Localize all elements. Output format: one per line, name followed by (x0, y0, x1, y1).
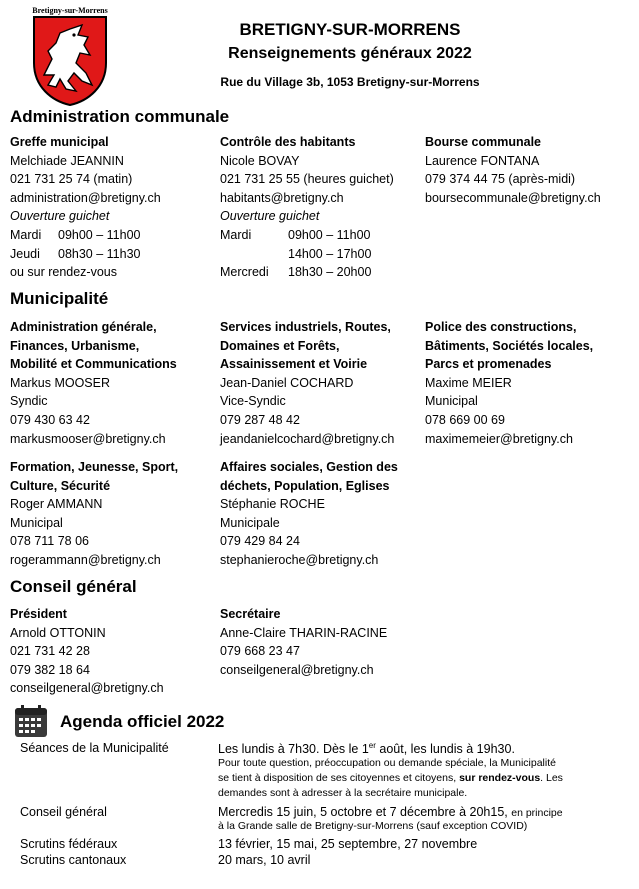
agenda-label: Séances de la Municipalité (20, 741, 169, 755)
person-phone: 079 429 84 24 (220, 534, 300, 549)
secretary-title: Secrétaire (220, 607, 281, 621)
bourse-name: Laurence FONTANA (425, 153, 540, 168)
person-name: Maxime MEIER (425, 375, 512, 390)
agenda-label: Scrutins fédéraux (20, 837, 118, 852)
person-name: Markus MOOSER (10, 375, 111, 390)
agenda-text: en principe (511, 807, 563, 820)
secretary-block (220, 605, 387, 679)
hours-value: 08h30 – 11h30 (58, 246, 141, 261)
person-email[interactable]: conseilgeneral@bretigny.ch (220, 662, 374, 677)
note-text: . Les (540, 772, 563, 785)
person-name: Stéphanie ROCHE (220, 497, 325, 512)
coat-of-arms-icon (30, 15, 110, 107)
portfolio-line: Bâtiments, Sociétés locales, (425, 338, 594, 353)
person-role: Syndic (10, 394, 48, 409)
bourse-title: Bourse communale (425, 135, 542, 149)
person-email[interactable]: stephanieroche@bretigny.ch (220, 552, 379, 567)
municipal-block (220, 318, 394, 448)
municipal-block (10, 318, 177, 448)
bourse-email[interactable]: boursecommunale@bretigny.ch (425, 190, 601, 205)
day-label: Mercredi (220, 265, 269, 280)
greffe-hours-label: Ouverture guichet (10, 209, 110, 224)
municipal-block (10, 458, 178, 570)
president-title: Président (10, 607, 67, 621)
section-heading-municipalite: Municipalité (10, 289, 109, 308)
controle-hours-row (220, 226, 394, 245)
day-label: Jeudi (10, 246, 40, 261)
portfolio-line: Administration générale, (10, 320, 157, 334)
day-label: Mardi (220, 227, 252, 242)
agenda-label: Conseil général (20, 805, 107, 820)
note-text: se tient à disposition de ses citoyennes et citoyens, (218, 772, 460, 785)
agenda-row (20, 837, 620, 851)
section-heading-conseil: Conseil général (10, 577, 137, 596)
calendar-icon (14, 704, 48, 738)
commune-logo (30, 6, 110, 107)
person-name: Jean-Daniel COCHARD (220, 375, 354, 390)
hours-value: 09h00 – 11h00 (58, 227, 141, 242)
person-name: Roger AMMANN (10, 497, 103, 512)
portfolio-line: Formation, Jeunesse, Sport, (10, 460, 179, 474)
controle-hours-label: Ouverture guichet (220, 209, 320, 224)
hours-value: 18h30 – 20h00 (288, 265, 372, 280)
person-email[interactable]: rogerammann@bretigny.ch (10, 552, 161, 567)
person-role: Municipal (425, 394, 478, 409)
portfolio-line: Services industriels, Routes, (220, 320, 391, 334)
section-heading-agenda: Agenda officiel 2022 (60, 712, 225, 731)
page-subtitle: Renseignements généraux 2022 (228, 45, 472, 62)
controle-title: Contrôle des habitants (220, 135, 356, 149)
person-phone: 079 430 63 42 (10, 412, 90, 427)
agenda-note (218, 771, 620, 786)
person-phone: 079 287 48 42 (220, 412, 300, 427)
agenda-value (218, 805, 620, 834)
hours-value: 09h00 – 11h00 (288, 227, 371, 242)
agenda-value: 13 février, 15 mai, 25 septembre, 27 novembre (218, 837, 478, 852)
hours-value: 14h00 – 17h00 (288, 246, 372, 261)
person-phone: 079 382 18 64 (10, 662, 90, 677)
agenda-value: 20 mars, 10 avril (218, 853, 311, 868)
logo-caption: Bretigny-sur-Morrens (32, 6, 108, 15)
portfolio-line: Culture, Sécurité (10, 478, 111, 493)
address: Rue du Village 3b, 1053 Bretigny-sur-Morrens (220, 75, 480, 89)
portfolio-line: Mobilité et Communications (10, 357, 177, 372)
note-emphasis: sur rendez-vous (459, 772, 541, 785)
controle-hours-row (220, 245, 394, 264)
person-role: Municipale (220, 515, 280, 530)
day-label (220, 245, 288, 264)
agenda-note: Pour toute question, préoccupation ou demande spéciale, la Municipalité (218, 757, 556, 770)
greffe-title: Greffe municipal (10, 135, 109, 149)
portfolio-line: Affaires sociales, Gestion des (220, 460, 398, 474)
agenda-text: août, les lundis à 19h30. (375, 742, 515, 757)
greffe-note: ou sur rendez-vous (10, 265, 118, 280)
portfolio-line: Finances, Urbanisme, (10, 338, 140, 353)
person-phone: 079 668 23 47 (220, 644, 300, 659)
agenda-table (20, 741, 620, 867)
agenda-row (20, 853, 620, 867)
person-role: Vice-Syndic (220, 394, 286, 409)
agenda-note: demandes sont à adresser à la secrétaire municipale. (218, 787, 468, 800)
greffe-email[interactable]: administration@bretigny.ch (10, 190, 161, 205)
agenda-row (20, 805, 620, 834)
portfolio-line: Domaines et Forêts, (220, 338, 340, 353)
person-phone: 078 711 78 06 (10, 534, 90, 549)
agenda-value (218, 741, 620, 801)
controle-name: Nicole BOVAY (220, 153, 300, 168)
president-block (10, 605, 164, 698)
portfolio-line: déchets, Population, Eglises (220, 478, 390, 493)
person-email[interactable]: conseilgeneral@bretigny.ch (10, 681, 164, 696)
greffe-name: Melchiade JEANNIN (10, 153, 124, 168)
municipal-block (220, 458, 398, 570)
section-heading-administration: Administration communale (10, 107, 230, 126)
bourse-phone: 079 374 44 75 (après-midi) (425, 172, 576, 187)
page-title: BRETIGNY-SUR-MORRENS (239, 20, 461, 39)
person-email[interactable]: markusmooser@bretigny.ch (10, 431, 166, 446)
bourse-block (425, 133, 601, 207)
agenda-note: à la Grande salle de Bretigny-sur-Morrens (sauf exception COVID) (218, 820, 528, 833)
person-phone: 078 669 00 69 (425, 412, 505, 427)
superscript: er (368, 741, 376, 750)
person-role: Municipal (10, 515, 63, 530)
greffe-block (10, 133, 161, 282)
agenda-label: Scrutins cantonaux (20, 853, 127, 868)
portfolio-line: Parcs et promenades (425, 357, 552, 372)
portfolio-line: Assainissement et Voirie (220, 357, 368, 372)
controle-phone: 021 731 25 55 (heures guichet) (220, 172, 394, 187)
agenda-text: Mercredis 15 juin, 5 octobre et 7 décembre à 20h15, (218, 805, 512, 820)
greffe-phone: 021 731 25 74 (matin) (10, 172, 133, 187)
person-email[interactable]: maximemeier@bretigny.ch (425, 431, 573, 446)
person-name: Anne-Claire THARIN-RACINE (220, 625, 388, 640)
greffe-hours-row (10, 226, 161, 245)
person-name: Arnold OTTONIN (10, 625, 106, 640)
agenda-row (20, 741, 620, 801)
person-phone: 021 731 42 28 (10, 644, 90, 659)
controle-block (220, 133, 394, 282)
person-email[interactable]: jeandanielcochard@bretigny.ch (220, 431, 395, 446)
day-label: Mardi (10, 227, 42, 242)
greffe-hours-row (10, 245, 161, 264)
portfolio-line: Police des constructions, (425, 320, 577, 334)
municipal-block (425, 318, 593, 448)
controle-email[interactable]: habitants@bretigny.ch (220, 190, 344, 205)
agenda-text: Les lundis à 7h30. Dès le 1 (218, 742, 369, 757)
controle-hours-row (220, 263, 394, 282)
